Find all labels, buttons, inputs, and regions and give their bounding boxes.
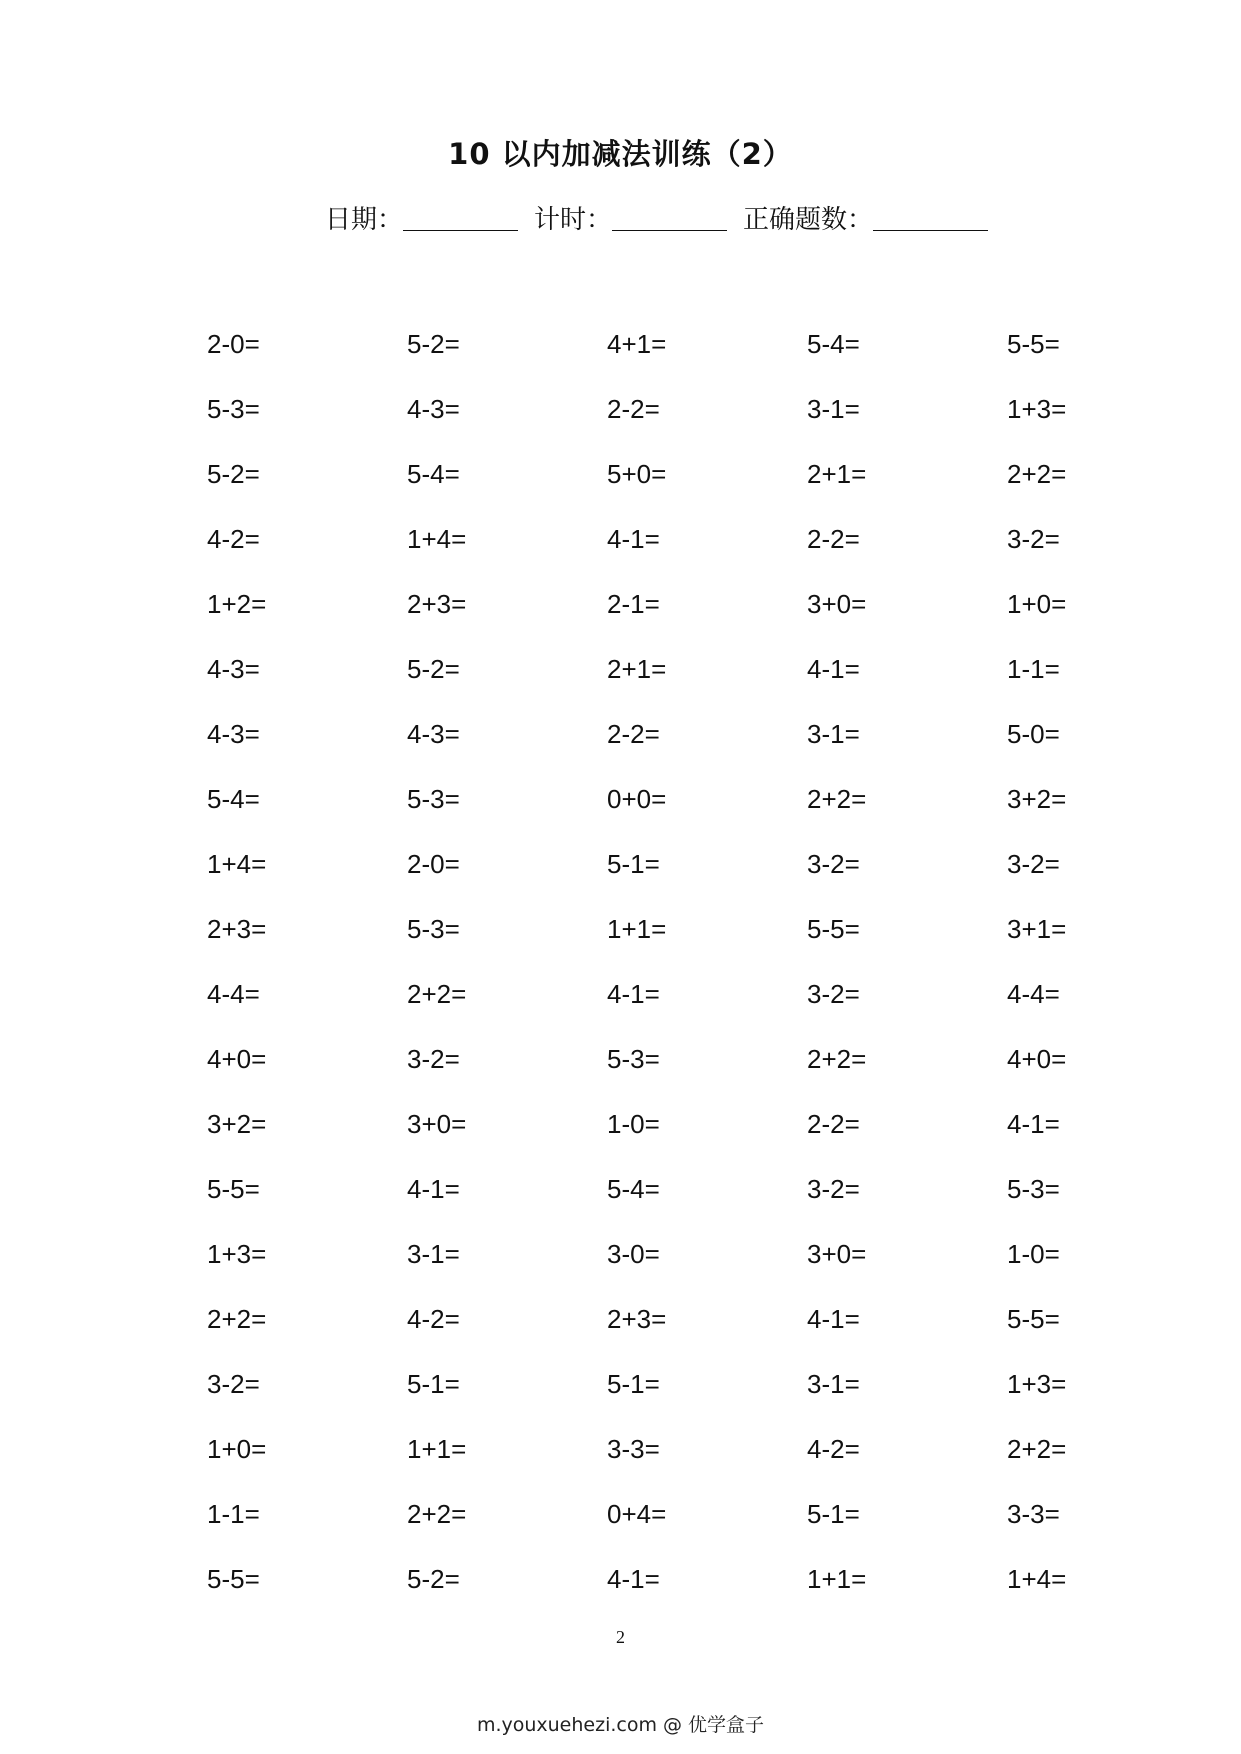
math-problem: 2+3=: [207, 914, 267, 944]
math-problem: 5-4=: [607, 1174, 660, 1204]
math-problem: 3-2=: [1007, 849, 1060, 879]
math-problem: 2+3=: [607, 1304, 667, 1334]
footer-watermark: m.youxuehezi.com @ 优学盒子: [476, 1714, 765, 1736]
math-problem: 4-1=: [607, 524, 660, 554]
math-problem: 2-0=: [207, 329, 260, 359]
math-problem: 5-4=: [807, 329, 860, 359]
math-problem: 3-2=: [407, 1044, 460, 1074]
math-problem: 5-2=: [207, 459, 260, 489]
math-problem: 3-1=: [807, 1369, 860, 1399]
info-row: [325, 196, 1004, 236]
math-problem: 5-1=: [407, 1369, 460, 1399]
math-problem: 4-2=: [207, 524, 260, 554]
math-problem: 2-0=: [407, 849, 460, 879]
math-problem: 5-1=: [607, 849, 660, 879]
math-problem: 3-2=: [807, 849, 860, 879]
page-number: 2: [616, 1627, 625, 1647]
math-problem: 5-5=: [207, 1174, 260, 1204]
math-problem: 5-5=: [1007, 329, 1060, 359]
math-problem: 1-1=: [1007, 654, 1060, 684]
math-problem: 2-1=: [607, 589, 660, 619]
math-problem: 5-0=: [1007, 719, 1060, 749]
math-problem: 2-2=: [607, 394, 660, 424]
date-blank[interactable]: [403, 229, 518, 231]
math-problem: 3-1=: [807, 394, 860, 424]
timer-field: [534, 199, 727, 236]
math-problem: 2-2=: [607, 719, 660, 749]
math-problem: 3-2=: [207, 1369, 260, 1399]
math-problem: 4-3=: [207, 719, 260, 749]
math-problem: 5-2=: [407, 329, 460, 359]
math-problem: 2+2=: [1007, 1434, 1067, 1464]
math-problem: 1+3=: [207, 1239, 267, 1269]
correct-count-field: [743, 199, 988, 236]
math-problem: 1+2=: [207, 589, 267, 619]
math-problem: 5-2=: [407, 1564, 460, 1594]
math-problem: 5-3=: [1007, 1174, 1060, 1204]
math-problem: 2+2=: [807, 784, 867, 814]
math-problem: 3-1=: [407, 1239, 460, 1269]
math-problem: 5+0=: [607, 459, 667, 489]
timer-label: 计时：: [534, 205, 613, 235]
math-problem: 2-2=: [807, 524, 860, 554]
math-problem: 1+3=: [1007, 1369, 1067, 1399]
math-problem: 3+2=: [207, 1109, 267, 1139]
math-problem: 5-4=: [207, 784, 260, 814]
math-problem: 4-3=: [207, 654, 260, 684]
date-field: [325, 199, 518, 236]
math-problem: 5-1=: [807, 1499, 860, 1529]
math-problem: 4+0=: [1007, 1044, 1067, 1074]
math-problem: 4-1=: [807, 1304, 860, 1334]
math-problem: 5-4=: [407, 459, 460, 489]
math-problem: 2-2=: [807, 1109, 860, 1139]
math-problem: 3+2=: [1007, 784, 1067, 814]
math-problem: 5-1=: [607, 1369, 660, 1399]
math-problem: 5-5=: [807, 914, 860, 944]
math-problem: 2+3=: [407, 589, 467, 619]
math-problem: 4-4=: [1007, 979, 1060, 1009]
correct-count-label: 正确题数：: [743, 205, 874, 235]
math-problem: 4-4=: [207, 979, 260, 1009]
math-problem: 3+0=: [407, 1109, 467, 1139]
math-problem: 5-3=: [407, 914, 460, 944]
math-problem: 1+4=: [407, 524, 467, 554]
problem-grid: [207, 322, 1107, 1622]
math-problem: 0+0=: [607, 784, 667, 814]
math-problem: 3-2=: [807, 979, 860, 1009]
math-problem: 4+0=: [207, 1044, 267, 1074]
math-problem: 5-5=: [207, 1564, 260, 1594]
math-problem: 3+0=: [807, 589, 867, 619]
math-problem: 1+3=: [1007, 394, 1067, 424]
math-problem: 1-0=: [1007, 1239, 1060, 1269]
math-problem: 4-2=: [807, 1434, 860, 1464]
math-problem: 3-1=: [807, 719, 860, 749]
math-problem: 2+2=: [1007, 459, 1067, 489]
math-problem: 0+4=: [607, 1499, 667, 1529]
math-problem: 2+2=: [807, 1044, 867, 1074]
math-problem: 2+2=: [407, 979, 467, 1009]
math-problem: 2+2=: [207, 1304, 267, 1334]
math-problem: 4+1=: [607, 329, 667, 359]
math-problem: 4-3=: [407, 394, 460, 424]
math-problem: 3-2=: [1007, 524, 1060, 554]
math-problem: 1+4=: [207, 849, 267, 879]
math-problem: 3-3=: [607, 1434, 660, 1464]
math-problem: 4-2=: [407, 1304, 460, 1334]
math-problem: 3+1=: [1007, 914, 1067, 944]
math-problem: 3-3=: [1007, 1499, 1060, 1529]
math-problem: 1+1=: [407, 1434, 467, 1464]
math-problem: 3+0=: [807, 1239, 867, 1269]
correct-count-blank[interactable]: [873, 229, 988, 231]
math-problem: 4-1=: [407, 1174, 460, 1204]
math-problem: 5-2=: [407, 654, 460, 684]
math-problem: 4-1=: [1007, 1109, 1060, 1139]
worksheet-title: 10 以内加减法训练（2）: [448, 137, 793, 171]
math-problem: 4-1=: [607, 979, 660, 1009]
math-problem: 2+1=: [607, 654, 667, 684]
timer-blank[interactable]: [612, 229, 727, 231]
math-problem: 3-2=: [807, 1174, 860, 1204]
math-problem: 2+2=: [407, 1499, 467, 1529]
math-problem: 4-1=: [807, 654, 860, 684]
math-problem: 5-3=: [207, 394, 260, 424]
math-problem: 1+0=: [1007, 589, 1067, 619]
math-problem: 3-0=: [607, 1239, 660, 1269]
math-problem: 5-5=: [1007, 1304, 1060, 1334]
math-problem: 1+1=: [807, 1564, 867, 1594]
math-problem: 1+0=: [207, 1434, 267, 1464]
math-problem: 5-3=: [407, 784, 460, 814]
math-problem: 1-0=: [607, 1109, 660, 1139]
math-problem: 2+1=: [807, 459, 867, 489]
math-problem: 1-1=: [207, 1499, 260, 1529]
math-problem: 1+4=: [1007, 1564, 1067, 1594]
date-label: 日期：: [325, 205, 404, 235]
math-problem: 1+1=: [607, 914, 667, 944]
math-problem: 4-1=: [607, 1564, 660, 1594]
math-problem: 4-3=: [407, 719, 460, 749]
math-problem: 5-3=: [607, 1044, 660, 1074]
